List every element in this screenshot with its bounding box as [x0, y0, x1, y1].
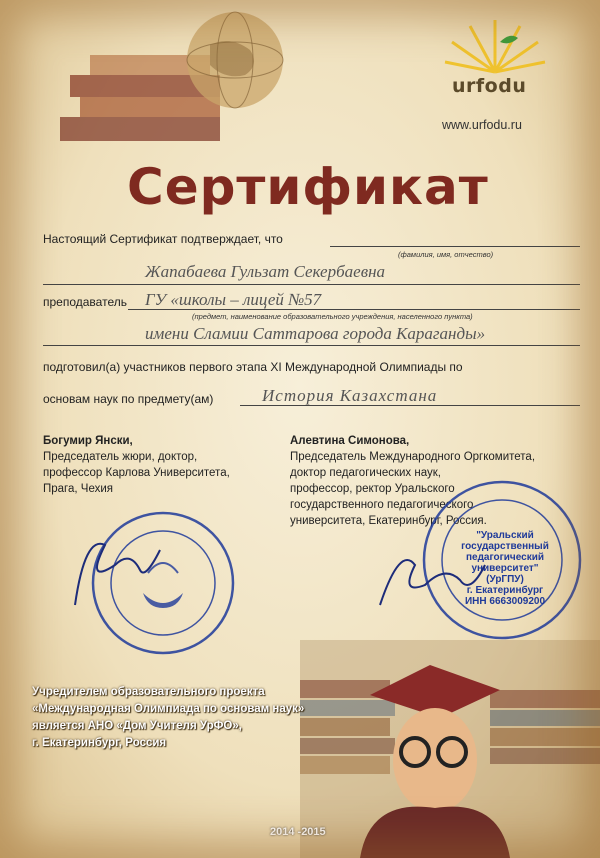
- signer-right-name: Алевтина Симонова,: [290, 435, 410, 447]
- fio-underline: [330, 246, 580, 247]
- signer-right-role-5: университета, Екатеринбург, Россия.: [290, 515, 487, 527]
- school-underline: [128, 309, 580, 310]
- fio-line: [43, 284, 580, 285]
- logo-url: www.urfodu.ru: [442, 118, 522, 132]
- prepared-text: подготовил(а) участников первого этапа XI Международной Олимпиады по: [43, 360, 463, 374]
- teacher-label: преподаватель: [43, 295, 127, 309]
- stamp-line-6: г. Екатеринбург: [466, 585, 544, 596]
- footer-years: 2014 -2015: [270, 826, 326, 838]
- signer-left-role-3: Прага, Чехия: [43, 483, 113, 495]
- stamp-line-3: педагогический: [465, 552, 545, 563]
- logo-name: urfodu: [452, 75, 527, 97]
- footer-line-4: г. Екатеринбург, Россия: [32, 737, 167, 749]
- certificate-title: Сертификат: [127, 158, 489, 216]
- footer-line-2: «Международная Олимпиада по основам наук»: [32, 703, 305, 715]
- subject-label: основам наук по предмету(ам): [43, 392, 214, 406]
- footer-line-3: является АНО «Дом Учителя УрФО»,: [32, 720, 242, 732]
- stamp-line-5: (УрГПУ): [486, 574, 524, 585]
- signer-left-role-1: Председатель жюри, доктор,: [43, 451, 198, 463]
- stamp-line-4: университет": [471, 563, 539, 574]
- signer-right-role-1: Председатель Международного Оргкомитета,: [290, 451, 536, 463]
- signer-right-role-2: доктор педагогических наук,: [290, 467, 441, 479]
- fio-value: Жапабаева Гульзат Секербаевна: [145, 262, 386, 281]
- school-value-2: имени Сламии Саттарова города Караганды»: [145, 324, 486, 343]
- confirm-text: Настоящий Сертификат подтверждает, что: [43, 232, 283, 246]
- school-hint: (предмет, наименование образовательного учреждения, населенного пункта): [192, 312, 473, 321]
- signer-left-name: Богумир Янски,: [43, 435, 133, 447]
- signer-left: [43, 433, 230, 497]
- subject-underline: [240, 405, 580, 406]
- stamp-line-2: государственный: [461, 541, 549, 552]
- professor-books-illustration: [300, 640, 600, 858]
- school-value-1: ГУ «школы – лицей №57: [145, 290, 322, 309]
- fio-hint: (фамилия, имя, отчество): [398, 250, 494, 259]
- school-line-2: [43, 345, 580, 346]
- signer-left-role-2: профессор Карлова Университета,: [43, 467, 230, 479]
- right-signature: [370, 535, 490, 615]
- signer-right-role-3: профессор, ректор Уральского: [290, 483, 455, 495]
- left-signature: [55, 525, 165, 615]
- footer-line-1: Учредителем образовательного проекта: [32, 686, 265, 698]
- globe-books-illustration: [60, 5, 290, 155]
- footer-text: [32, 684, 304, 752]
- stamp-line-1: "Уральский: [476, 530, 534, 541]
- signer-right-role-4: государственного педагогического: [290, 499, 474, 511]
- subject-value: История Казахстана: [262, 386, 438, 405]
- stamp-line-7: ИНН 6663009200: [464, 596, 546, 607]
